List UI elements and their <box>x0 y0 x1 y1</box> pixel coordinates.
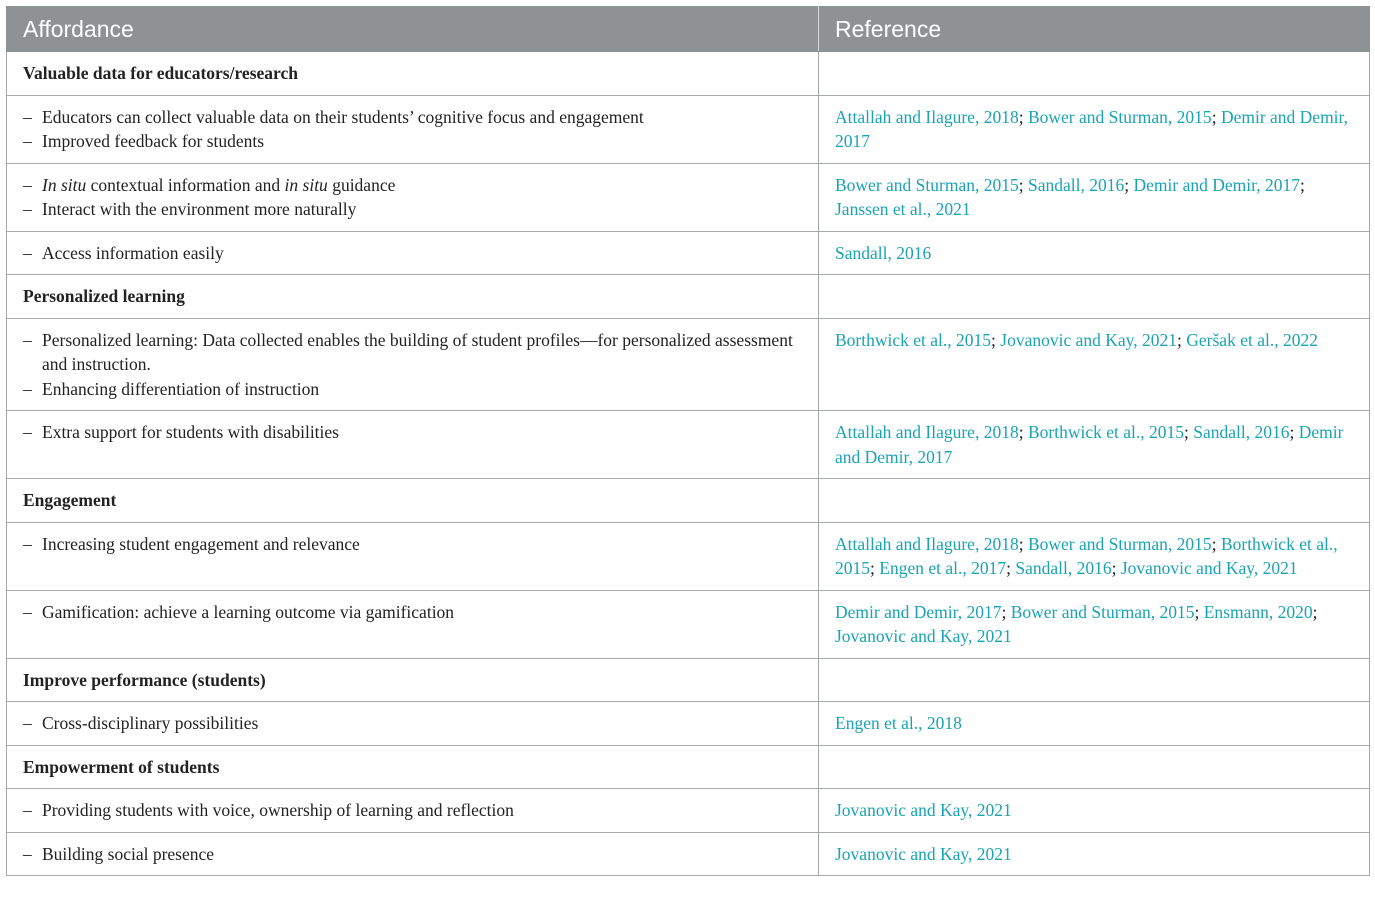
reference-link[interactable]: Attallah and Ilagure, 2018 <box>835 106 1019 127</box>
category-label: Empowerment of students <box>7 745 819 789</box>
reference-link[interactable]: Demir and Demir, 2017 <box>1133 174 1300 195</box>
affordance-cell <box>7 832 819 876</box>
table-row <box>7 318 1370 411</box>
reference-separator: ; <box>1194 601 1204 622</box>
empty-reference-cell <box>819 52 1370 96</box>
reference-cell <box>819 789 1370 833</box>
table-row <box>7 590 1370 658</box>
reference-link[interactable]: Attallah and Ilagure, 2018 <box>835 533 1019 554</box>
table-row <box>7 163 1370 231</box>
reference-cell <box>819 522 1370 590</box>
category-label: Improve performance (students) <box>7 658 819 702</box>
table-row-category <box>7 275 1370 319</box>
table-row <box>7 231 1370 275</box>
text-segment: guidance <box>327 174 396 195</box>
reference-link[interactable]: Borthwick et al., 2015 <box>835 533 1338 578</box>
reference-separator: ; <box>1289 422 1299 442</box>
reference-separator: ; <box>1183 422 1194 442</box>
header-affordance: Affordance <box>7 7 819 52</box>
affordance-item: – Cross-disciplinary possibilities <box>23 713 259 733</box>
affordance-item: – Increasing student engagement and relevance <box>23 533 360 554</box>
reference-separator: ; <box>1299 174 1305 195</box>
table-row <box>7 832 1370 876</box>
affordance-item: – Providing students with voice, ownership of learning and reflection <box>23 800 514 820</box>
text-segment: Interact with the environment more naturally <box>42 199 357 219</box>
empty-reference-cell <box>819 479 1370 523</box>
affordance-item: – Access information easily <box>23 242 224 263</box>
reference-link[interactable]: Geršak et al., 2022 <box>1186 329 1318 350</box>
table-row <box>7 411 1370 479</box>
affordance-item: – Improved feedback for students <box>23 131 265 151</box>
reference-separator: ; <box>991 329 1001 350</box>
table-row <box>7 702 1370 746</box>
reference-separator: ; <box>1211 106 1221 127</box>
affordance-item: – Building social presence <box>23 843 215 864</box>
table-row <box>7 95 1370 163</box>
reference-cell <box>819 95 1370 163</box>
reference-link[interactable]: Demir and Demir, 2017 <box>835 106 1349 151</box>
affordance-cell <box>7 95 819 163</box>
reference-separator: ; <box>1312 601 1318 622</box>
affordance-cell <box>7 522 819 590</box>
reference-link[interactable]: Jovanovic and Kay, 2021 <box>1000 329 1178 350</box>
reference-separator: ; <box>1124 174 1134 195</box>
affordance-item: – Extra support for students with disabilities <box>23 422 339 442</box>
table-row <box>7 789 1370 833</box>
italic-text: In situ <box>42 174 87 195</box>
reference-link[interactable]: Jovanovic and Kay, 2021 <box>835 800 1012 820</box>
reference-link[interactable]: Bower and Sturman, 2015 <box>1010 601 1195 622</box>
reference-separator: ; <box>1211 533 1221 554</box>
reference-cell <box>819 411 1370 479</box>
reference-link[interactable]: Bower and Sturman, 2015 <box>1027 106 1212 127</box>
reference-link[interactable]: Ensmann, 2020 <box>1203 601 1313 622</box>
text-segment: contextual information and <box>86 174 285 195</box>
empty-reference-cell <box>819 658 1370 702</box>
reference-link[interactable]: Sandall, 2016 <box>1015 558 1112 578</box>
reference-link[interactable]: Jovanovic and Kay, 2021 <box>835 843 1012 864</box>
affordance-cell <box>7 789 819 833</box>
reference-separator: ; <box>1177 329 1187 350</box>
reference-link[interactable]: Borthwick et al., 2015 <box>835 329 992 350</box>
affordance-cell <box>7 318 819 411</box>
table-header-row <box>7 7 1370 52</box>
affordance-item: – In situ contextual information and in situ guidance <box>23 174 396 195</box>
reference-separator: ; <box>1018 174 1028 195</box>
reference-link[interactable]: Demir and Demir, 2017 <box>835 422 1344 467</box>
reference-cell <box>819 590 1370 658</box>
reference-separator: ; <box>1001 601 1011 622</box>
empty-reference-cell <box>819 745 1370 789</box>
empty-reference-cell <box>819 275 1370 319</box>
reference-cell <box>819 832 1370 876</box>
affordance-item: – Interact with the environment more naturally <box>23 199 357 219</box>
affordance-item: – Enhancing differentiation of instruction <box>23 378 320 399</box>
reference-cell <box>819 702 1370 746</box>
table-row <box>7 522 1370 590</box>
table-row-category <box>7 745 1370 789</box>
header-reference: Reference <box>819 7 1370 52</box>
reference-link[interactable]: Bower and Sturman, 2015 <box>835 174 1019 195</box>
affordance-cell <box>7 163 819 231</box>
italic-text: in situ <box>284 174 328 195</box>
category-label: Personalized learning <box>7 275 819 319</box>
affordance-item: – Educators can collect valuable data on their students’ cognitive focus and engagement <box>23 106 644 127</box>
reference-separator: ; <box>870 558 880 578</box>
reference-link[interactable]: Engen et al., 2017 <box>879 558 1007 578</box>
affordance-cell <box>7 411 819 479</box>
reference-link[interactable]: Jovanovic and Kay, 2021 <box>835 626 1012 646</box>
reference-separator: ; <box>1018 106 1028 127</box>
table-row-category <box>7 52 1370 96</box>
reference-separator: ; <box>1111 558 1121 578</box>
reference-link[interactable]: Janssen et al., 2021 <box>835 199 971 219</box>
reference-link[interactable]: Engen et al., 2018 <box>835 713 962 733</box>
reference-cell <box>819 231 1370 275</box>
reference-link[interactable]: Jovanovic and Kay, 2021 <box>1120 558 1298 578</box>
reference-separator: ; <box>1018 533 1028 554</box>
affordance-cell <box>7 590 819 658</box>
reference-link[interactable]: Demir and Demir, 2017 <box>835 601 1002 622</box>
reference-link[interactable]: Bower and Sturman, 2015 <box>1027 533 1212 554</box>
reference-cell <box>819 318 1370 411</box>
reference-link[interactable]: Sandall, 2016 <box>1027 174 1125 195</box>
affordance-cell <box>7 702 819 746</box>
affordance-item: – Gamification: achieve a learning outcome via gamification <box>23 601 455 622</box>
affordance-reference-table <box>6 6 1370 876</box>
category-label: Engagement <box>7 479 819 523</box>
table-row-category <box>7 479 1370 523</box>
reference-separator: ; <box>1018 422 1028 442</box>
reference-link[interactable]: Sandall, 2016 <box>835 242 932 263</box>
affordance-cell <box>7 231 819 275</box>
reference-cell <box>819 163 1370 231</box>
reference-link[interactable]: Borthwick et al., 2015 <box>1027 422 1184 442</box>
reference-link[interactable]: Attallah and Ilagure, 2018 <box>835 422 1019 442</box>
table-body <box>7 52 1370 876</box>
category-label: Valuable data for educators/research <box>7 52 819 96</box>
reference-separator: ; <box>1006 558 1016 578</box>
affordance-item: – Personalized learning: Data collected enables the building of student profiles—for personalized assessment and instruction. <box>23 329 793 374</box>
reference-link[interactable]: Sandall, 2016 <box>1193 422 1290 442</box>
table-row-category <box>7 658 1370 702</box>
